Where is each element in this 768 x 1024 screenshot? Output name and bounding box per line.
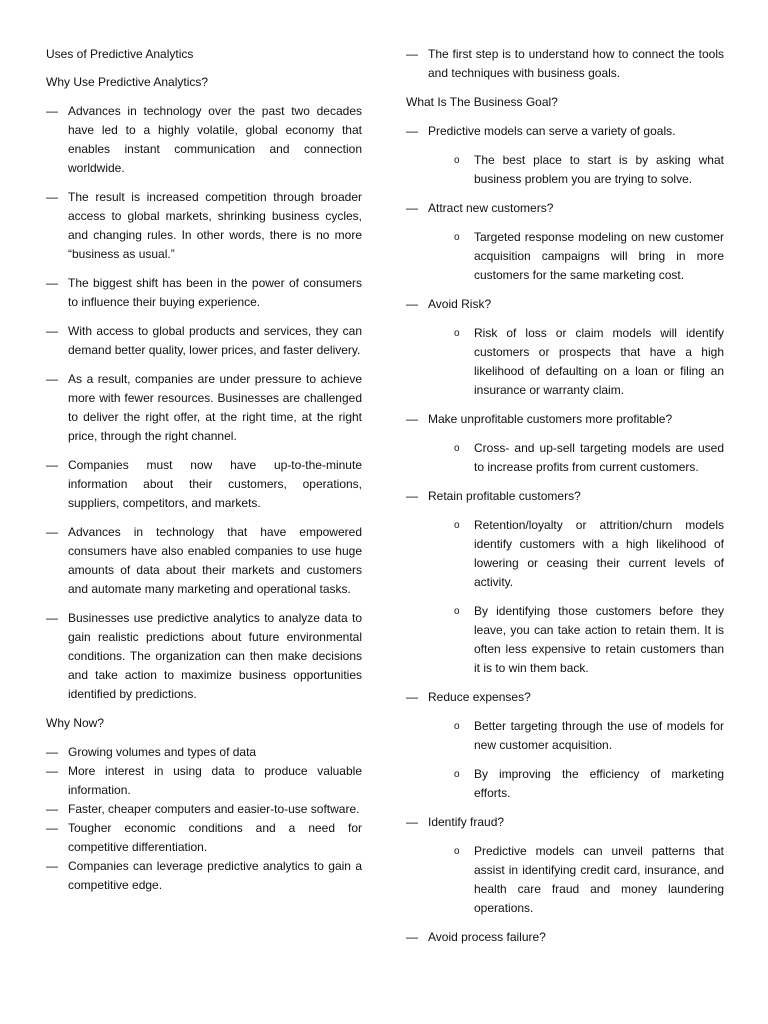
dash-bullet: —	[406, 201, 418, 215]
circle-bullet-icon: o	[454, 232, 460, 243]
goal-item	[406, 487, 724, 506]
dash-bullet: —	[46, 764, 58, 778]
sub-item	[454, 439, 724, 477]
list-item-text: Companies can leverage predictive analytics to gain a competitive edge.	[68, 859, 362, 892]
circle-bullet-icon: o	[454, 443, 460, 454]
sub-item	[454, 717, 724, 755]
dash-bullet: —	[406, 124, 418, 138]
sub-item	[454, 765, 724, 803]
goal-text: Predictive models can serve a variety of goals.	[428, 124, 676, 138]
goal-text: Retain profitable customers?	[428, 489, 581, 503]
list-item	[46, 800, 362, 819]
sub-item-text: Targeted response modeling on new customer acquisition campaigns will bring in more customers for the same marketing cost.	[474, 230, 724, 282]
goal-item	[406, 295, 724, 314]
dash-bullet: —	[46, 821, 58, 835]
sub-item	[454, 516, 724, 592]
sub-item-text: Risk of loss or claim models will identify customers or prospects that have a high likelihood of defaulting on a loan or filing an insurance or warranty claim.	[474, 326, 724, 397]
circle-bullet-icon: o	[454, 769, 460, 780]
goal-item	[406, 410, 724, 429]
dash-bullet: —	[406, 412, 418, 426]
sub-item	[454, 324, 724, 400]
sub-item	[454, 602, 724, 678]
sub-item	[454, 228, 724, 285]
dash-bullet: —	[46, 276, 58, 290]
dash-bullet: —	[46, 458, 58, 472]
dash-bullet: —	[46, 190, 58, 204]
list-item	[46, 819, 362, 857]
list-item	[46, 102, 362, 178]
sub-item-text: By improving the efficiency of marketing efforts.	[474, 767, 724, 800]
list-item	[46, 370, 362, 446]
dash-bullet: —	[46, 859, 58, 873]
list-item	[46, 857, 362, 895]
sub-item-text: By identifying those customers before they leave, you can take action to retain them. It is often less expensive to retain customers than it is to win them back.	[474, 604, 724, 675]
list-item-text: The result is increased competition through broader access to global markets, shrinking business cycles, and changing rules. In other words, there is no more “business as usual.”	[68, 190, 362, 261]
right-column	[406, 45, 724, 957]
list-item	[46, 274, 362, 312]
dash-bullet: —	[46, 525, 58, 539]
list-item	[46, 523, 362, 599]
document-title: Uses of Predictive Analytics	[46, 47, 194, 61]
list-item-text: Advances in technology over the past two decades have led to a highly volatile, global economy that enables instant communication and connection worldwide.	[68, 104, 362, 175]
heading-business-goal: What Is The Business Goal?	[406, 95, 558, 109]
sub-item-text: Cross- and up-sell targeting models are used to increase profits from current customers.	[474, 441, 724, 474]
circle-bullet-icon: o	[454, 846, 460, 857]
dash-bullet: —	[406, 489, 418, 503]
list-item-text: As a result, companies are under pressure to achieve more with fewer resources. Businesses are challenged to deliver the right offer, at the right time, at the right price, through the right channel.	[68, 372, 362, 443]
goal-item	[406, 813, 724, 832]
list-item-text: Growing volumes and types of data	[68, 745, 257, 759]
sub-item-text: Better targeting through the use of models for new customer acquisition.	[474, 719, 724, 752]
list-item-text: With access to global products and services, they can demand better quality, lower prices, and faster delivery.	[68, 324, 362, 357]
goal-item	[406, 928, 724, 947]
circle-bullet-icon: o	[454, 721, 460, 732]
circle-bullet-icon: o	[454, 520, 460, 531]
list-item	[46, 609, 362, 704]
list-item-text: More interest in using data to produce valuable information.	[68, 764, 362, 797]
dash-bullet: —	[406, 815, 418, 829]
goal-item	[406, 688, 724, 707]
goal-text: Avoid Risk?	[428, 297, 492, 311]
dash-bullet: —	[406, 47, 418, 61]
heading-why-now: Why Now?	[46, 716, 105, 730]
list-item	[46, 456, 362, 513]
goal-text: Identify fraud?	[428, 815, 505, 829]
heading-why-use: Why Use Predictive Analytics?	[46, 75, 209, 89]
circle-bullet-icon: o	[454, 155, 460, 166]
goal-text: Make unprofitable customers more profitable?	[428, 412, 673, 426]
list-item-text: The first step is to understand how to connect the tools and techniques with business goals.	[428, 47, 724, 80]
list-item	[46, 762, 362, 800]
goal-text: Avoid process failure?	[428, 930, 546, 944]
list-item-text: Tougher economic conditions and a need for competitive differentiation.	[68, 821, 362, 854]
dash-bullet: —	[46, 802, 58, 816]
sub-item-text: The best place to start is by asking what business problem you are trying to solve.	[474, 153, 724, 186]
dash-bullet: —	[46, 372, 58, 386]
list-item	[46, 322, 362, 360]
dash-bullet: —	[406, 297, 418, 311]
dash-bullet: —	[46, 745, 58, 759]
sub-item	[454, 842, 724, 918]
list-item	[46, 188, 362, 264]
dash-bullet: —	[46, 324, 58, 338]
list-item-text: Faster, cheaper computers and easier-to-use software.	[68, 802, 360, 816]
list-item-text: Companies must now have up-to-the-minute information about their customers, operations, suppliers, competitors, and markets.	[68, 458, 362, 510]
goal-text: Attract new customers?	[428, 201, 554, 215]
left-column	[46, 45, 362, 895]
list-item-text: Businesses use predictive analytics to analyze data to gain realistic predictions about future environmental conditions. The organization can then make decisions and take action to maximize business opportunities identified by predictions.	[68, 611, 362, 701]
circle-bullet-icon: o	[454, 328, 460, 339]
list-item	[406, 45, 724, 83]
sub-item-text: Retention/loyalty or attrition/churn models identify customers with a high likelihood of lowering or ceasing their current levels of activity.	[474, 518, 724, 589]
sub-item	[454, 151, 724, 189]
list-item-text: Advances in technology that have empowered consumers have also enabled companies to use huge amounts of data about their markets and customers and automate many marketing and operational tasks.	[68, 525, 362, 596]
dash-bullet: —	[46, 104, 58, 118]
list-item-text: The biggest shift has been in the power of consumers to influence their buying experience.	[68, 276, 362, 309]
sub-item-text: Predictive models can unveil patterns that assist in identifying credit card, insurance, and health care fraud and money laundering operations.	[474, 844, 724, 915]
list-item	[46, 743, 362, 762]
goal-item	[406, 199, 724, 218]
goal-item	[406, 122, 724, 141]
dash-bullet: —	[46, 611, 58, 625]
dash-bullet: —	[406, 690, 418, 704]
dash-bullet: —	[406, 930, 418, 944]
goal-text: Reduce expenses?	[428, 690, 531, 704]
circle-bullet-icon: o	[454, 606, 460, 617]
